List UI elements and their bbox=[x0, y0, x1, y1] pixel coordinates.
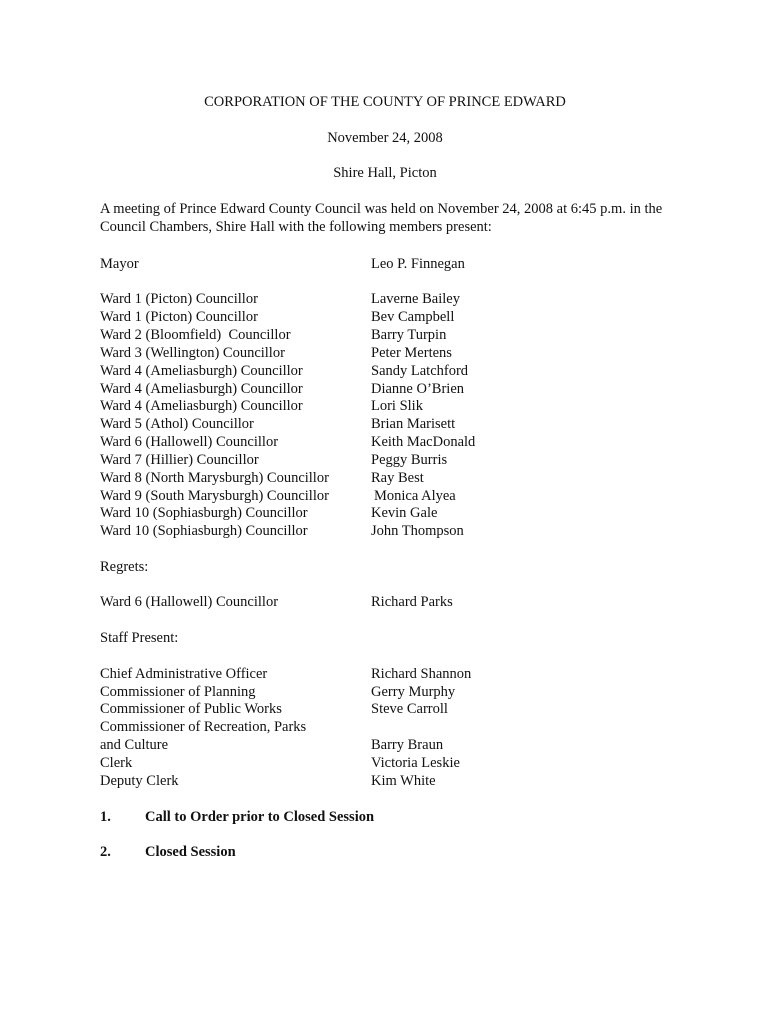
staff-label: Staff Present: bbox=[100, 630, 179, 646]
member-role: Ward 4 (Ameliasburgh) Councillor bbox=[100, 381, 303, 397]
list-item bbox=[100, 700, 680, 718]
list-item bbox=[100, 487, 680, 505]
member-role: Ward 2 (Bloomfield) Councillor bbox=[100, 327, 291, 343]
list-item bbox=[100, 469, 680, 487]
member-role: Ward 1 (Picton) Councillor bbox=[100, 291, 258, 307]
list-item bbox=[100, 665, 680, 683]
list-item bbox=[100, 772, 680, 790]
member-name: Leo P. Finnegan bbox=[371, 256, 465, 272]
member-name: Dianne O’Brien bbox=[371, 381, 465, 397]
staff-role: Chief Administrative Officer bbox=[100, 666, 268, 682]
member-name: Sandy Latchford bbox=[371, 363, 469, 379]
member-name: Laverne Bailey bbox=[371, 291, 460, 307]
list-item bbox=[100, 362, 680, 380]
section-number: 2. bbox=[100, 844, 111, 860]
member-name: Bev Campbell bbox=[371, 309, 455, 325]
member-role: Mayor bbox=[100, 256, 139, 272]
list-item bbox=[100, 326, 680, 344]
meeting-location: Shire Hall, Picton bbox=[333, 165, 437, 181]
list-item bbox=[100, 754, 680, 772]
intro-paragraph: A meeting of Prince Edward County Council was held on November 24, 2008 at 6:45 p.m. in the Council Chambers, Shire Hall with the following members present: bbox=[100, 201, 663, 235]
list-item bbox=[100, 380, 680, 398]
list-item bbox=[100, 415, 680, 433]
member-role: Ward 4 (Ameliasburgh) Councillor bbox=[100, 363, 303, 379]
staff-role: Clerk bbox=[100, 755, 133, 771]
member-name: Keith MacDonald bbox=[371, 434, 476, 450]
member-name: Brian Marisett bbox=[371, 416, 456, 432]
member-role: Ward 1 (Picton) Councillor bbox=[100, 309, 258, 325]
staff-role: Deputy Clerk bbox=[100, 773, 179, 789]
member-role: Ward 9 (South Marysburgh) Councillor bbox=[100, 488, 329, 504]
member-role: Ward 4 (Ameliasburgh) Councillor bbox=[100, 398, 303, 414]
staff-name: Gerry Murphy bbox=[371, 684, 456, 700]
member-name: Barry Turpin bbox=[371, 327, 447, 343]
meeting-date: November 24, 2008 bbox=[327, 130, 443, 146]
member-role: Ward 5 (Athol) Councillor bbox=[100, 416, 254, 432]
section-number: 1. bbox=[100, 809, 111, 825]
member-name: John Thompson bbox=[371, 523, 464, 539]
staff-name: Steve Carroll bbox=[371, 701, 448, 717]
member-name: Ray Best bbox=[371, 470, 424, 486]
section-title: Closed Session bbox=[145, 844, 236, 860]
staff-role: Commissioner of Recreation, Parks bbox=[100, 719, 307, 735]
staff-name: Barry Braun bbox=[371, 737, 444, 753]
member-role: Ward 7 (Hillier) Councillor bbox=[100, 452, 259, 468]
document-title: CORPORATION OF THE COUNTY OF PRINCE EDWARD bbox=[204, 94, 566, 110]
list-item bbox=[100, 308, 680, 326]
regrets-label: Regrets: bbox=[100, 559, 149, 575]
member-role: Ward 10 (Sophiasburgh) Councillor bbox=[100, 505, 308, 521]
member-name: Peter Mertens bbox=[371, 345, 452, 361]
mayor-row bbox=[100, 255, 680, 273]
list-item bbox=[100, 451, 680, 469]
member-name: Peggy Burris bbox=[371, 452, 448, 468]
list-item bbox=[100, 433, 680, 451]
member-role: Ward 6 (Hallowell) Councillor bbox=[100, 434, 279, 450]
staff-role: and Culture bbox=[100, 737, 169, 753]
staff-role: Commissioner of Planning bbox=[100, 684, 256, 700]
list-item bbox=[100, 344, 680, 362]
regrets-row bbox=[100, 593, 680, 611]
member-role: Ward 3 (Wellington) Councillor bbox=[100, 345, 285, 361]
list-item bbox=[100, 290, 680, 308]
list-item bbox=[100, 736, 680, 754]
member-name: Lori Slik bbox=[371, 398, 423, 414]
member-name: Monica Alyea bbox=[374, 488, 456, 504]
staff-name: Victoria Leskie bbox=[371, 755, 460, 771]
list-item bbox=[100, 683, 680, 701]
list-item bbox=[100, 522, 680, 540]
member-name: Richard Parks bbox=[371, 594, 453, 610]
list-item bbox=[100, 504, 680, 522]
staff-name: Richard Shannon bbox=[371, 666, 472, 682]
member-role: Ward 8 (North Marysburgh) Councillor bbox=[100, 470, 329, 486]
staff-name: Kim White bbox=[371, 773, 436, 789]
section-title: Call to Order prior to Closed Session bbox=[145, 809, 375, 825]
list-item bbox=[100, 397, 680, 415]
member-role: Ward 10 (Sophiasburgh) Councillor bbox=[100, 523, 308, 539]
member-role: Ward 6 (Hallowell) Councillor bbox=[100, 594, 279, 610]
staff-role: Commissioner of Public Works bbox=[100, 701, 282, 717]
member-name: Kevin Gale bbox=[371, 505, 438, 521]
list-item bbox=[100, 718, 680, 736]
